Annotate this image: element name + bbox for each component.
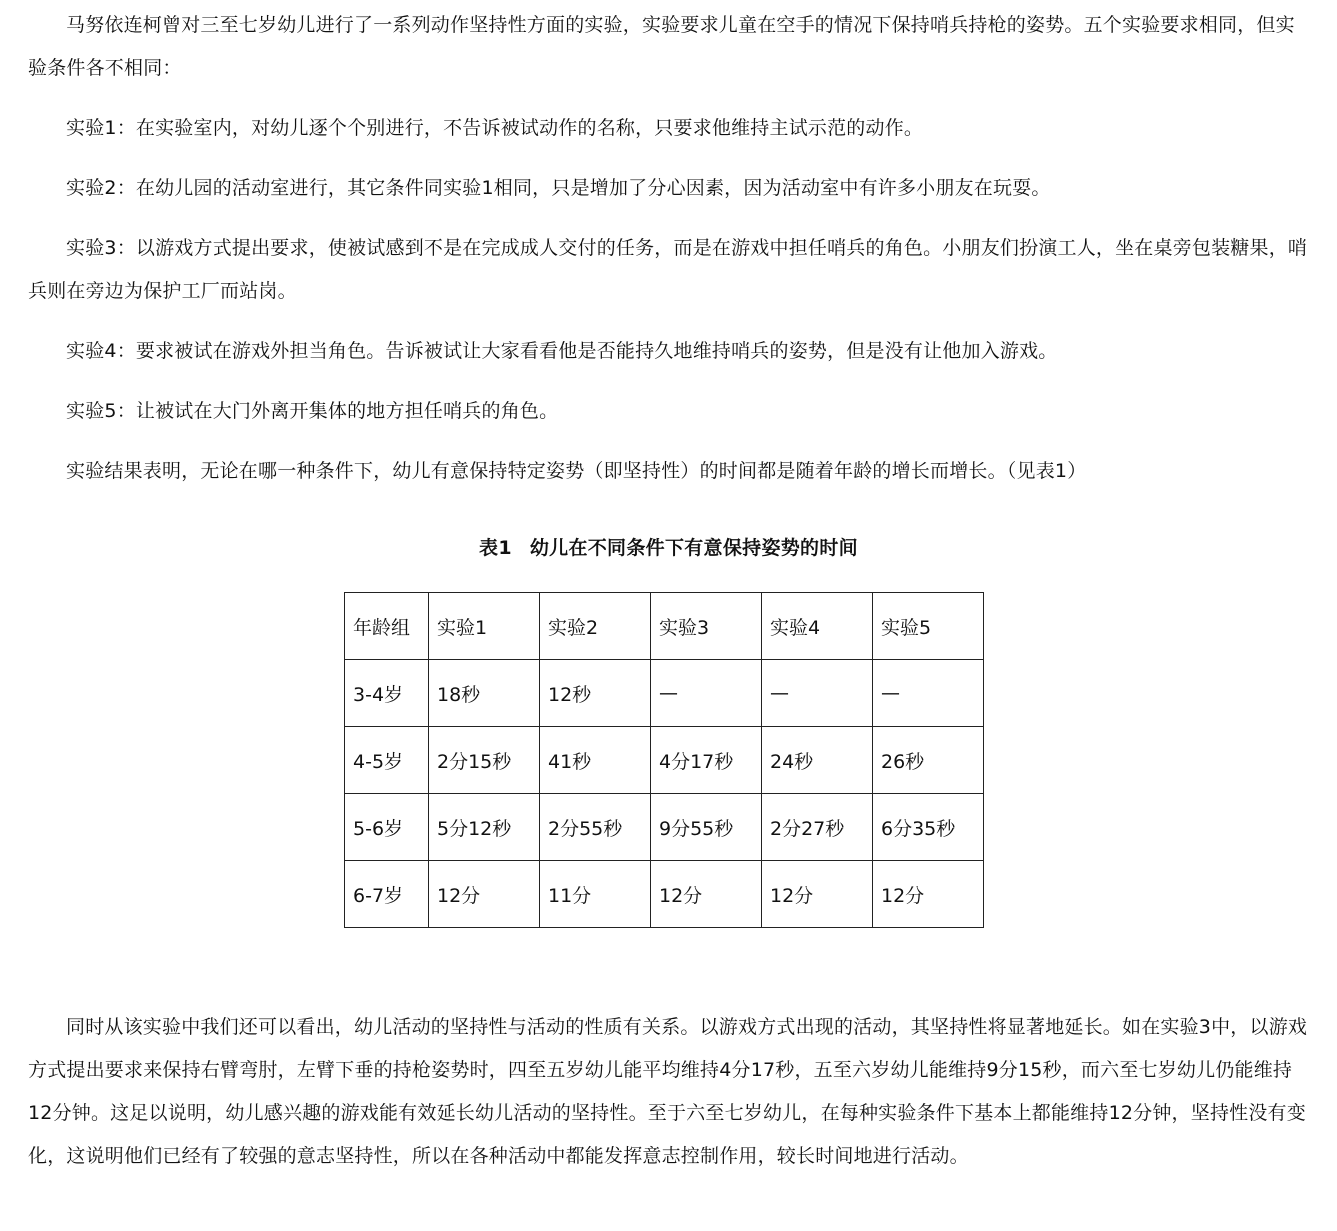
table-row <box>345 727 984 794</box>
table-cell: 2分27秒 <box>762 794 873 861</box>
table-cell: 4-5岁 <box>345 727 429 794</box>
table-title <box>28 527 1309 570</box>
table-header-cell: 年龄组 <box>345 593 429 660</box>
table-cell: — <box>762 660 873 727</box>
paragraph-experiment-1: 实验1：在实验室内，对幼儿逐个个别进行，不告诉被试动作的名称，只要求他维持主试示范的动作。 <box>66 117 924 139</box>
table-cell: 2分55秒 <box>540 794 651 861</box>
data-table <box>344 592 984 928</box>
table-cell: 2分15秒 <box>429 727 540 794</box>
paragraph-experiment-4: 实验4：要求被试在游戏外担当角色。告诉被试让大家看看他是否能持久地维持哨兵的姿势，但是没有让他加入游戏。 <box>66 340 1058 362</box>
paragraph-conclusion: 同时从该实验中我们还可以看出，幼儿活动的坚持性与活动的性质有关系。以游戏方式出现的活动，其坚持性将显著地延长。如在实验3中，以游戏方式提出要求来保持右臂弯肘，左臂下垂的持枪姿势时，四至五岁幼儿能平均维持4分17秒，五至六岁幼儿能维持9分15秒，而六至七岁幼儿仍能维持12分钟。这足以说明，幼儿感兴趣的游戏能有效延长幼儿活动的坚持性。至于六至七岁幼儿，在每种实验条件下基本上都能维持12分钟，坚持性没有变化，这说明他们已经有了较强的意志坚持性，所以在各种活动中都能发挥意志控制作用，较长时间地进行活动。 <box>28 1016 1308 1167</box>
table-cell: 12分 <box>429 861 540 928</box>
table-row <box>345 660 984 727</box>
table-title-text: 幼儿在不同条件下有意保持姿势的时间 <box>529 537 858 559</box>
table-cell: 4分17秒 <box>651 727 762 794</box>
table-header-cell: 实验3 <box>651 593 762 660</box>
table-cell: 11分 <box>540 861 651 928</box>
paragraph-experiment-3: 实验3：以游戏方式提出要求，使被试感到不是在完成成人交付的任务，而是在游戏中担任哨兵的角色。小朋友们扮演工人，坐在桌旁包装糖果，哨兵则在旁边为保护工厂而站岗。 <box>28 237 1308 302</box>
table-header-cell: 实验1 <box>429 593 540 660</box>
paragraph-intro: 马努依连柯曾对三至七岁幼儿进行了一系列动作坚持性方面的实验，实验要求儿童在空手的情况下保持哨兵持枪的姿势。五个实验要求相同，但实验条件各不相同： <box>28 14 1295 79</box>
table-cell: 5分12秒 <box>429 794 540 861</box>
table-cell: 12分 <box>651 861 762 928</box>
table-cell: 12分 <box>873 861 984 928</box>
table-cell: 12分 <box>762 861 873 928</box>
table-cell: 6分35秒 <box>873 794 984 861</box>
table-header-row <box>345 593 984 660</box>
table-cell: 6-7岁 <box>345 861 429 928</box>
table-title-number: 表1 <box>479 537 512 559</box>
table-cell: — <box>651 660 762 727</box>
table-cell: 12秒 <box>540 660 651 727</box>
table-cell: — <box>873 660 984 727</box>
table-row <box>345 861 984 928</box>
table-row <box>345 794 984 861</box>
table-cell: 24秒 <box>762 727 873 794</box>
paragraph-experiment-2: 实验2：在幼儿园的活动室进行，其它条件同实验1相同，只是增加了分心因素，因为活动室中有许多小朋友在玩耍。 <box>66 177 1051 199</box>
table-cell: 41秒 <box>540 727 651 794</box>
table-header-cell: 实验2 <box>540 593 651 660</box>
table-header-cell: 实验4 <box>762 593 873 660</box>
table-cell: 3-4岁 <box>345 660 429 727</box>
table-cell: 9分55秒 <box>651 794 762 861</box>
table-cell: 18秒 <box>429 660 540 727</box>
table-header-cell: 实验5 <box>873 593 984 660</box>
table-cell: 5-6岁 <box>345 794 429 861</box>
table-cell: 26秒 <box>873 727 984 794</box>
paragraph-result: 实验结果表明，无论在哪一种条件下，幼儿有意保持特定姿势（即坚持性）的时间都是随着年龄的增长而增长。（见表1） <box>66 460 1087 482</box>
paragraph-experiment-5: 实验5：让被试在大门外离开集体的地方担任哨兵的角色。 <box>66 400 559 422</box>
